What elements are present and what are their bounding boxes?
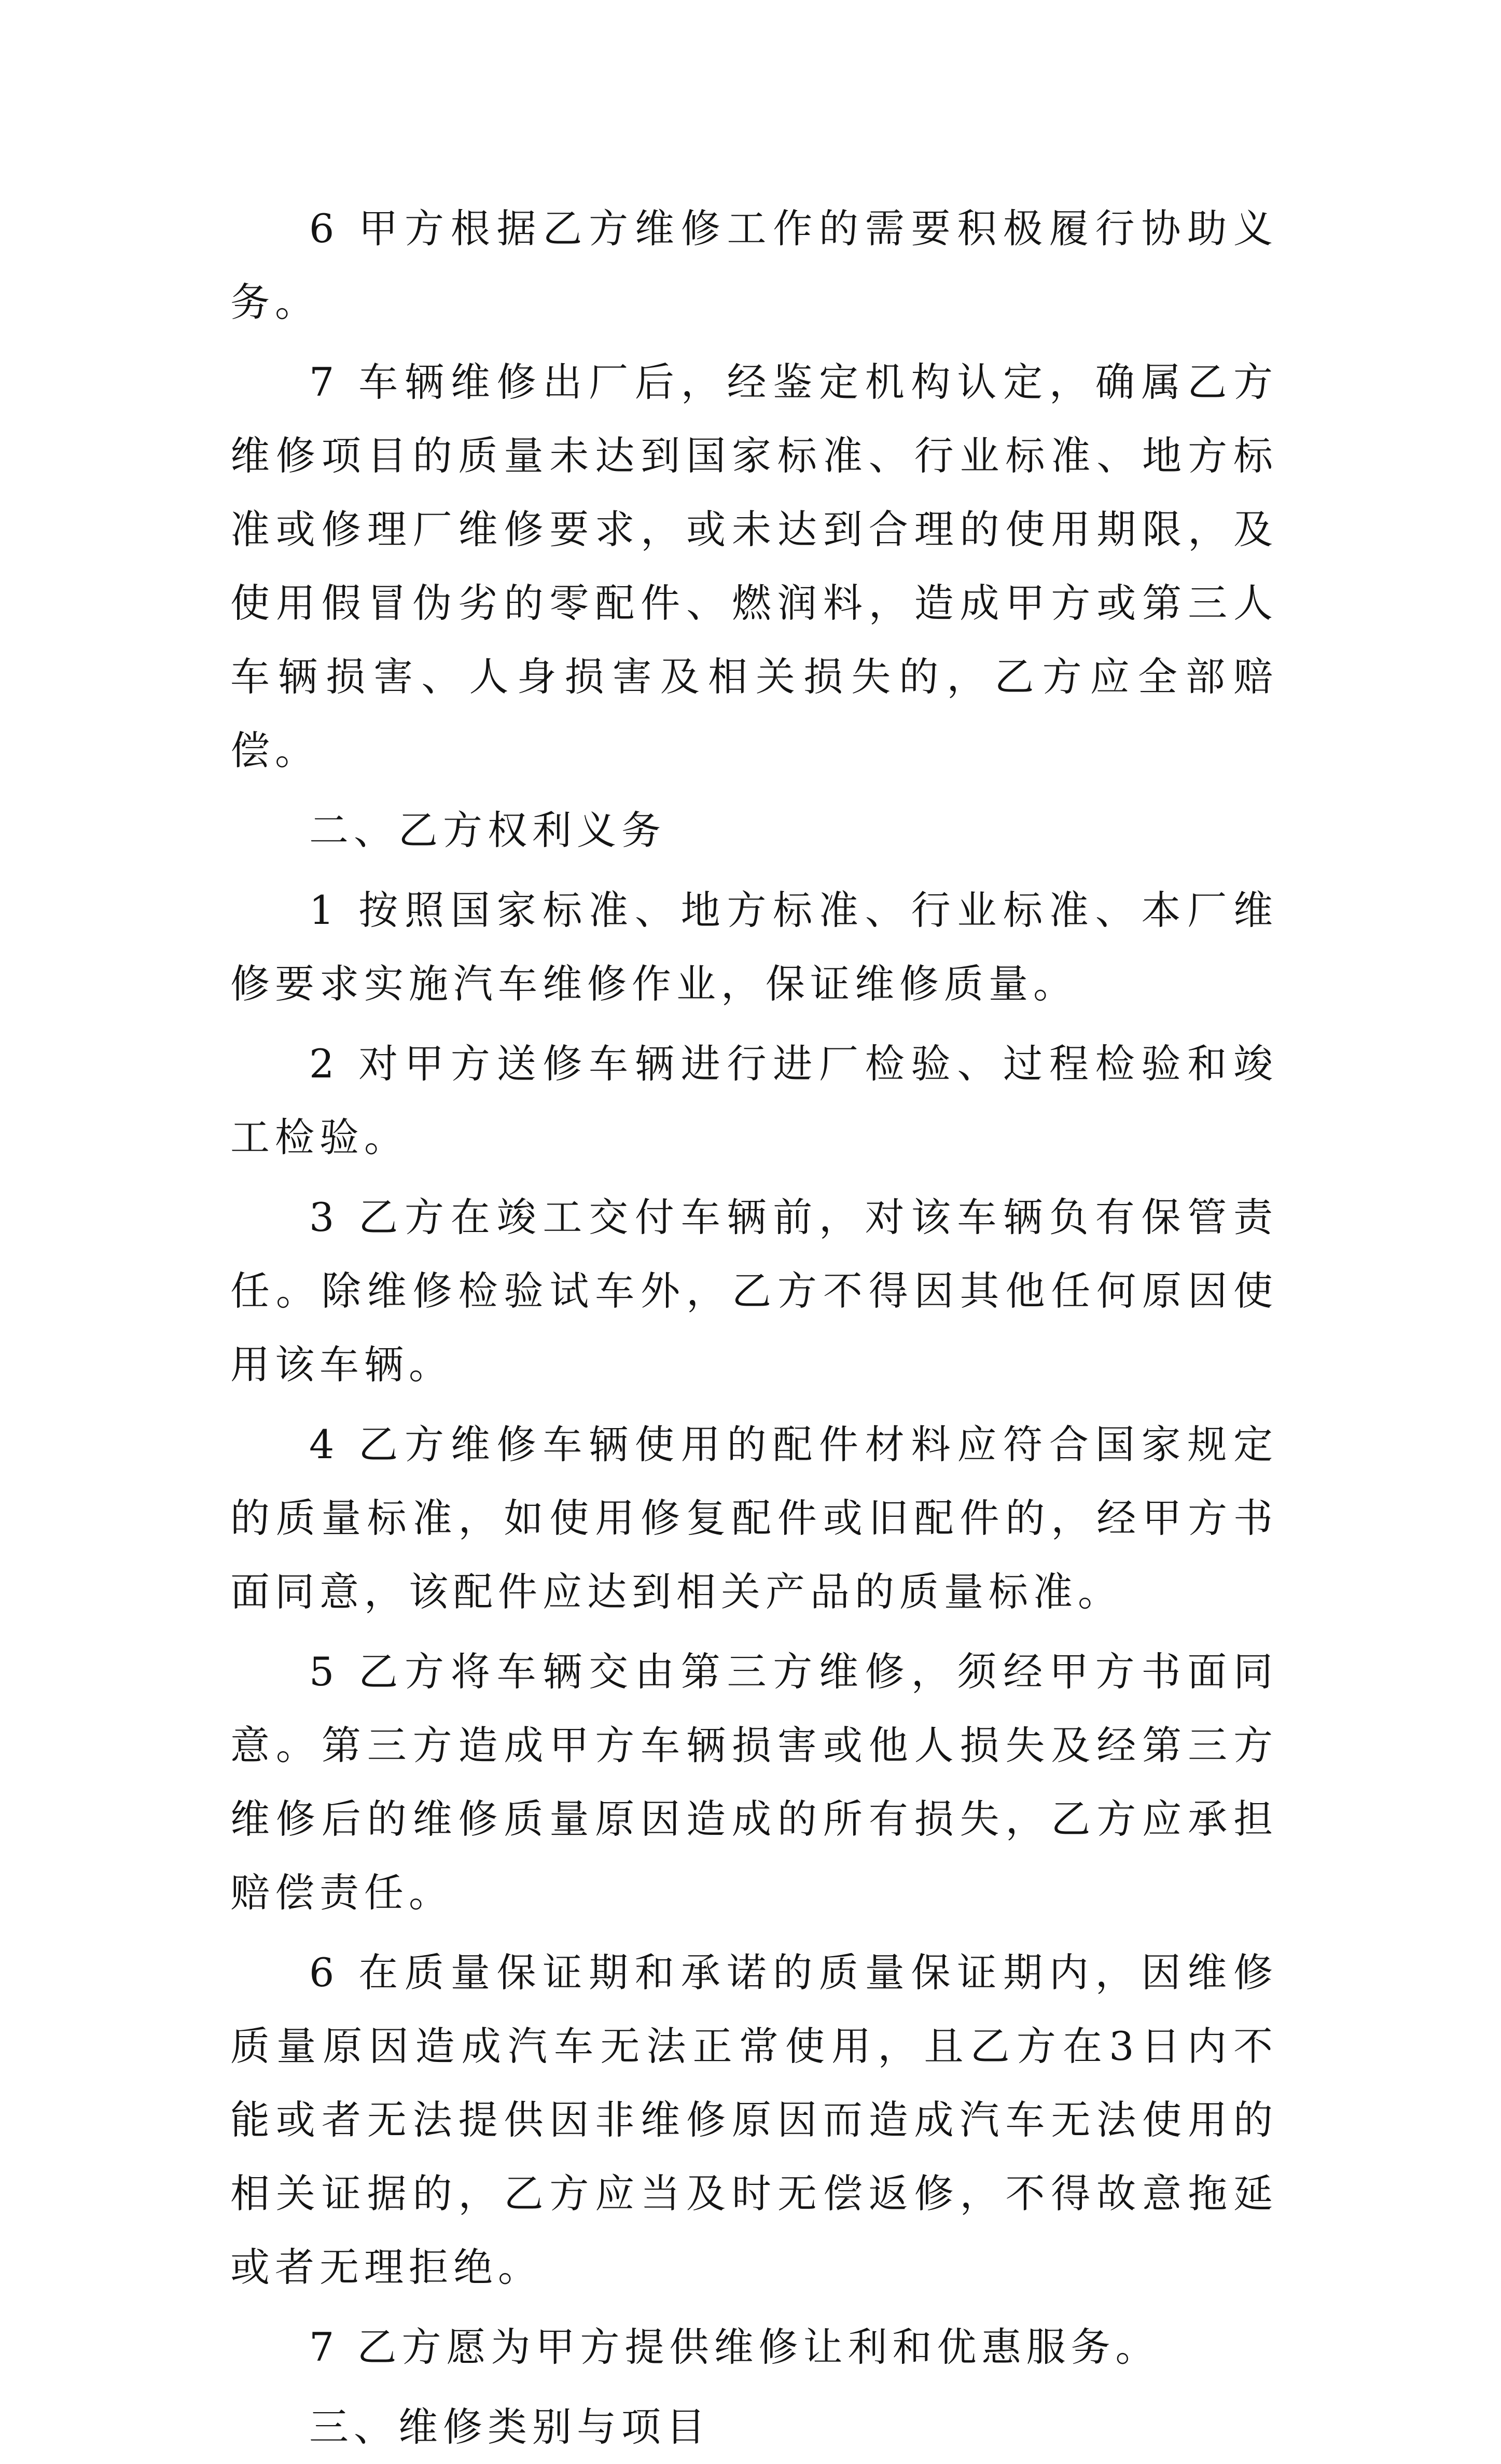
- paragraph-party-b-duty-4: 4 乙方维修车辆使用的配件材料应符合国家规定的质量标准，如使用修复配件或旧配件的，经甲方书面同意，该配件应达到相关产品的质量标准。: [230, 1421, 1278, 1615]
- section-heading-party-b-rights: 二、乙方权利义务: [309, 807, 666, 853]
- paragraph-party-b-duty-2: 2 对甲方送修车辆进行进厂检验、过程检验和竣工检验。: [230, 1041, 1278, 1160]
- paragraph-party-b-duty-1: 1 按照国家标准、地方标准、行业标准、本厂维修要求实施汽车维修作业，保证维修质量。: [230, 887, 1278, 1007]
- paragraph-party-b-duty-6: 6 在质量保证期和承诺的质量保证期内，因维修质量原因造成汽车无法正常使用，且乙方在3日内不能或者无法提供因非维修原因而造成汽车无法使用的相关证据的，乙方应当及时无偿返修，不得故意拖延或者无理拒绝。: [230, 1949, 1278, 2290]
- paragraph-party-a-duty-6: 6 甲方根据乙方维修工作的需要积极履行协助义务。: [230, 205, 1278, 325]
- paragraph-party-b-duty-5: 5 乙方将车辆交由第三方维修，须经甲方书面同意。第三方造成甲方车辆损害或他人损失及经第三方维修后的维修质量原因造成的所有损失，乙方应承担赔偿责任。: [230, 1649, 1278, 1916]
- paragraph-party-a-duty-7: 7 车辆维修出厂后，经鉴定机构认定，确属乙方维修项目的质量未达到国家标准、行业标准、地方标准或修理厂维修要求，或未达到合理的使用期限，及使用假冒伪劣的零配件、燃润料，造成甲方或第三人车辆损害、人身损害及相关损失的，乙方应全部赔偿。: [230, 359, 1278, 773]
- paragraph-party-b-duty-7: 7 乙方愿为甲方提供维修让利和优惠服务。: [309, 2324, 1160, 2370]
- section-heading-repair-categories: 三、维修类别与项目: [309, 2404, 711, 2450]
- document-body: [230, 192, 1278, 2464]
- paragraph-party-b-duty-3: 3 乙方在竣工交付车辆前，对该车辆负有保管责任。除维修检验试车外，乙方不得因其他任何原因使用该车辆。: [230, 1194, 1278, 1388]
